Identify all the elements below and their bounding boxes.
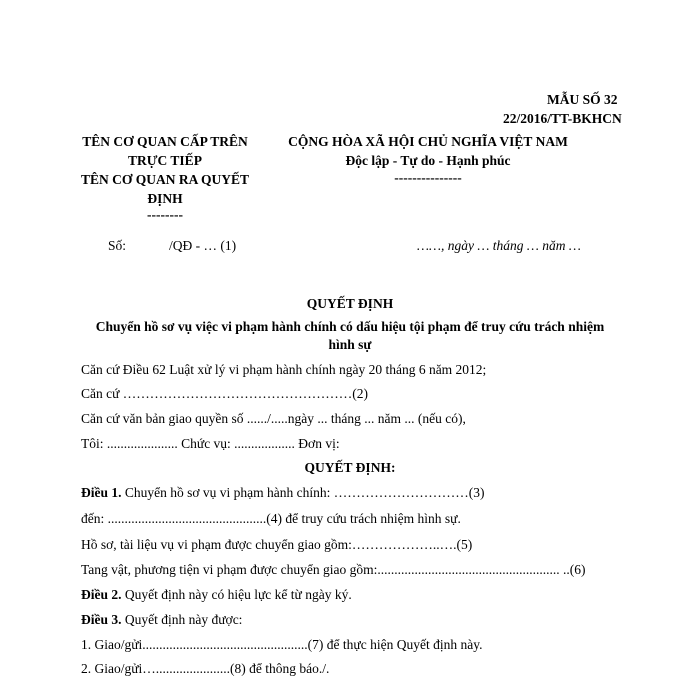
national-motto: Độc lập - Tự do - Hạnh phúc (345, 153, 511, 168)
superior-agency-line1: TÊN CƠ QUAN CẤP TRÊN (82, 134, 248, 149)
form-code-line1: MẪU SỐ 32 (547, 92, 618, 107)
article1-line2: đến: ...............................................(4) để truy cứu trách nhiệm hình sự. (81, 511, 461, 526)
article1-line3: Hồ sơ, tài liệu vụ vi phạm được chuyển giao gồm:………………..….(5) (81, 537, 473, 552)
date-line: ……, ngày … tháng … năm … (417, 238, 581, 253)
article2-text: Quyết định này có hiệu lực kể từ ngày ký. (121, 587, 352, 602)
article1-text: Chuyển hồ sơ vụ vi phạm hành chính: …………………………(3) (121, 485, 485, 500)
right-divider: --------------- (394, 170, 462, 185)
superior-agency-line2: TRỰC TIẾP (128, 153, 202, 168)
issuer-line: Tôi: ..................... Chức vụ: .................. Đơn vị: (81, 436, 340, 451)
article1-line4: Tang vật, phương tiện vi phạm được chuyển giao gồm:...................................................... ..(6) (81, 562, 586, 577)
country-name: CỘNG HÒA XÃ HỘI CHỦ NGHĨA VIỆT NAM (288, 134, 568, 149)
article2-line (81, 587, 352, 603)
article1-line1 (81, 485, 484, 501)
issuing-agency-line2: ĐỊNH (147, 191, 183, 206)
article3-line (81, 612, 242, 628)
document-title: QUYẾT ĐỊNH (306, 296, 394, 311)
basis-other: Căn cứ ……………………………………………(2) (81, 386, 369, 401)
number-value: /QĐ - … (1) (169, 238, 237, 253)
number-label: Số: (108, 238, 127, 253)
article2-label: Điều 2. (81, 587, 122, 602)
article3-text: Quyết định này được: (121, 612, 243, 627)
document-subtitle-line2: hình sự (328, 337, 372, 352)
document-subtitle-line1: Chuyển hồ sơ vụ việc vi phạm hành chính có dấu hiệu tội phạm để truy cứu trách nhiệm (95, 319, 605, 334)
article3-label: Điều 3. (81, 612, 122, 627)
article1-label: Điều 1. (81, 485, 122, 500)
issuing-agency-line1: TÊN CƠ QUAN RA QUYẾT (80, 172, 250, 187)
basis-delegation: Căn cứ văn bản giao quyền số ....../.....ngày ... tháng ... năm ... (nếu có), (81, 411, 466, 426)
basis-law: Căn cứ Điều 62 Luật xử lý vi phạm hành chính ngày 20 tháng 6 năm 2012; (81, 362, 487, 377)
article3-item1: 1. Giao/gửi.................................................(7) để thực hiện Quyết định này. (81, 637, 483, 652)
decision-heading: QUYẾT ĐỊNH: (304, 460, 396, 475)
form-code-line2: 22/2016/TT-BKHCN (503, 111, 622, 126)
left-divider: -------- (147, 207, 183, 222)
article3-item2: 2. Giao/gửi…......................(8) để thông báo./. (81, 661, 330, 676)
